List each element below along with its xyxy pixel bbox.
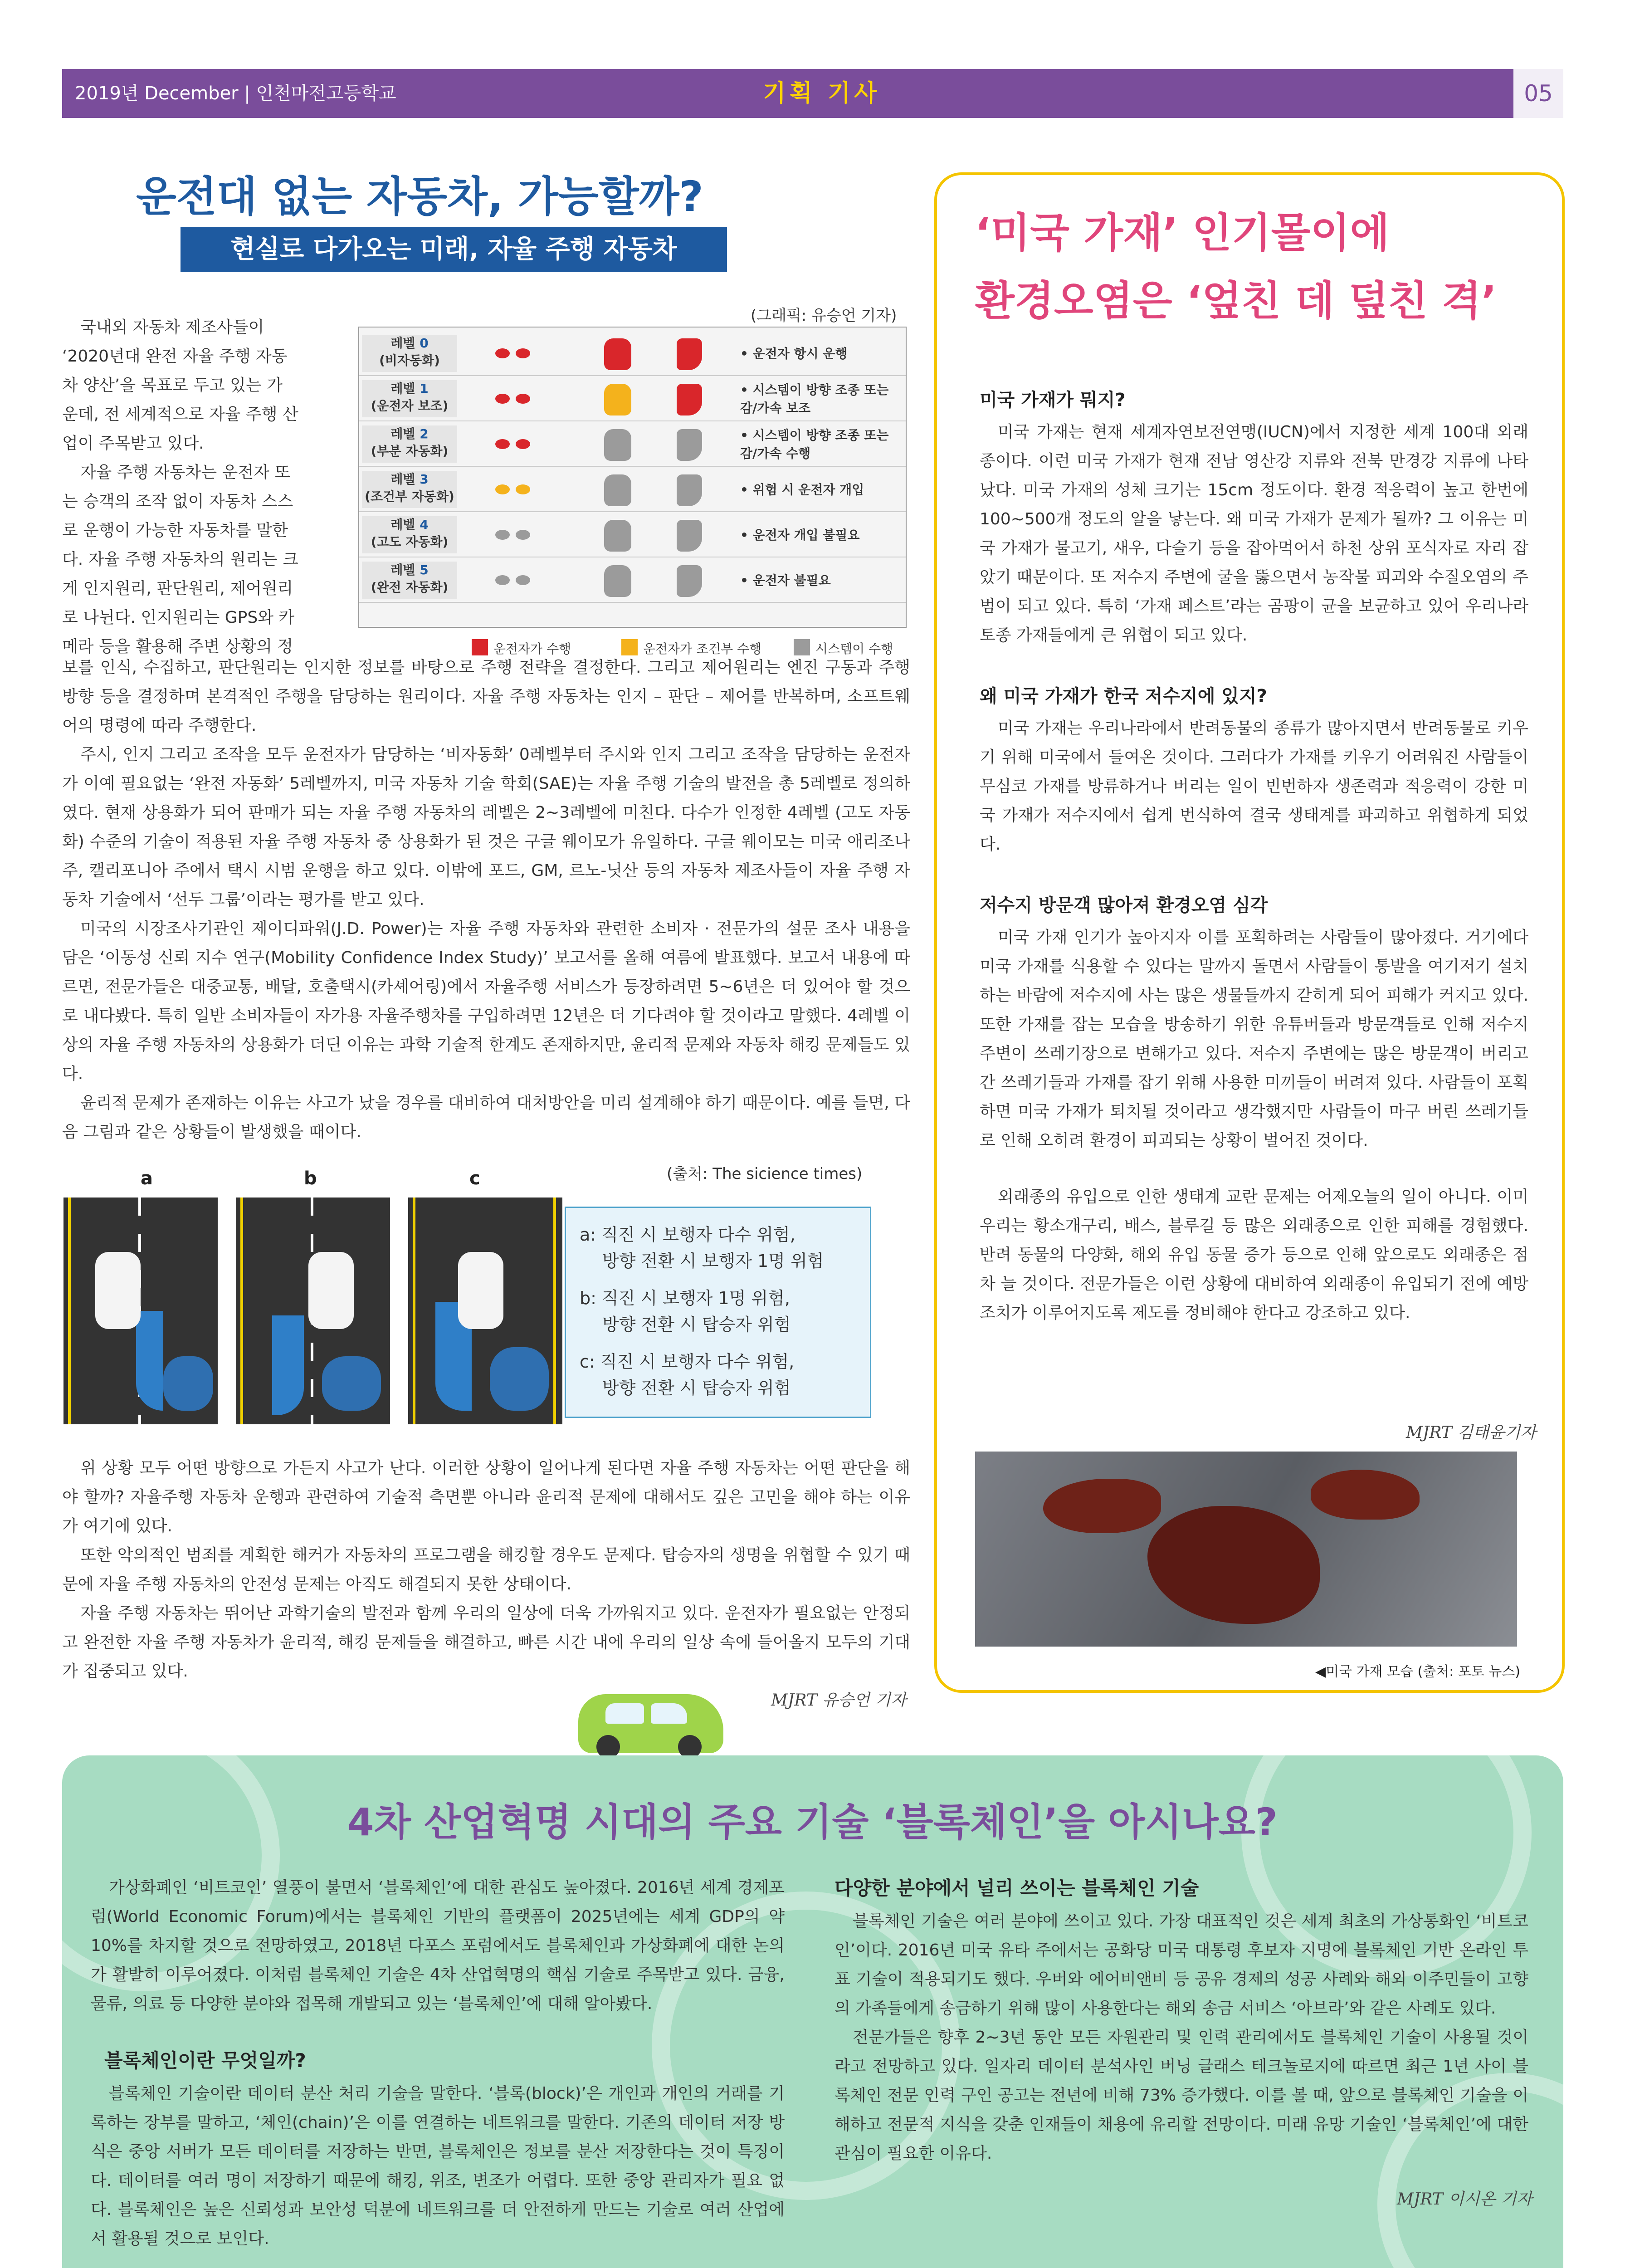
level-label: 레벨 2 xyxy=(390,426,429,441)
paragraph: 블록체인 기술이란 데이터 분산 처리 기술을 말한다. ‘블록(block)’은 개인과 개인의 거래를 기록하는 장부를 말하고, ‘체인(chain)’은 이를 연결하는 네트워크를 말한다. 기존의 데이터 저장 방식은 중앙 서버가 모든 데이터를 저장하는 반면, 블록체인은 정보를 분산 저장한다는 것이 특징이다. 데이터를 여러 명이 저장하기 때문에 해킹, 위조, 변조가 어렵다. 또한 중앙 관리자가 필요 없다. 블록체인은 높은 신뢰성과 보안성 덕분에 네트워크를 더 안전하게 만드는 기술로 여러 산업에서 활용될 것으로 보인다. xyxy=(91,2084,785,2248)
paragraph: 자율 주행 자동차는 뛰어난 과학기술의 발전과 함께 우리의 일상에 더욱 가까워지고 있다. 운전자가 필요없는 안정되고 완전한 자율 주행 자동차가 윤리적, 해킹 문제들을 해결하고, 빠른 시간 내에 우리의 일상 속에 들어올지 모두의 기대가 집중되고 있다. xyxy=(62,1604,910,1681)
eye-icon xyxy=(495,394,510,404)
level-name xyxy=(362,471,457,508)
level-label: 레벨 0 xyxy=(390,336,429,351)
eye-icon xyxy=(516,348,530,358)
level-number: 1 xyxy=(420,381,429,396)
level-row xyxy=(359,423,906,467)
paragraph: 또한 악의적인 범죄를 계획한 해커가 자동차의 프로그램을 해킹할 경우도 문제다. 탑승자의 생명을 위협할 수 있기 때문에 자율 주행 자동차의 안전성 문제는 아직도 해결되지 못한 상태이다. xyxy=(62,1546,910,1593)
eye-icon xyxy=(495,348,510,358)
section-heading: 왜 미국 가재가 한국 저수지에 있지? xyxy=(980,686,1267,707)
paragraph: 주시, 인지 그리고 조작을 모두 운전자가 담당하는 ‘비자동화’ 0레벨부터 주시와 인지 그리고 조작을 담당하는 운전자가 이예 필요없는 ‘완전 자동화’ 5레벨까지, 미국 자동차 기술 학회(SAE)는 자율 주행 기술의 발전을 총 5레벨로 정의하였다. 현재 상용화가 되어 판매가 되는 자율 주행 자동차의 레벨은 2~3레벨에 미친다. 다수가 인정한 4레벨 (고도 자동화) 수준의 기술이 적용된 자율 주행 자동차 중 상용화가 된 것은 구글 웨이모가 유일하다. 구글 웨이모는 미국 애리조나 주, 캘리포니아 주에서 택시 시범 운행을 하고 있다. 이밖에 포드, GM, 르노-닛산 등의 자동차 제조사들이 자율 주행 자동차 기술에서 ‘선두 그룹’이라는 평가를 받고 있다. xyxy=(62,745,910,909)
author-credit-left: MJRT 유승언 기자 xyxy=(771,1691,907,1710)
foot-icon xyxy=(677,474,702,506)
crayfish-article-body xyxy=(980,386,1528,1328)
crayfish-title-line2: 환경오염은 ‘엎친 데 덮친 격’ xyxy=(975,277,1497,325)
paragraph: 외래종의 유입으로 인한 생태계 교란 문제는 어제오늘의 일이 아니다. 이미 우리는 황소개구리, 배스, 블루길 등 많은 외래종으로 인한 피해를 경험했다. 반려 동물의 다양화, 해외 유입 동물 증가 등으로 인해 앞으로도 외래종은 점차 늘 것이다. 전문가들은 이런 상황에 대비하여 외래종이 유입되기 전에 예방 조치가 이루어지도록 제도를 정비해야 한다고 강조하고 있다. xyxy=(980,1188,1528,1322)
foot-icon xyxy=(677,338,702,370)
level-number: 2 xyxy=(420,426,429,441)
eye-icon xyxy=(516,575,530,585)
article-subtitle-autonomous: 현실로 다가오는 미래, 자율 주행 자동차 xyxy=(181,227,727,272)
scenario-label-a: a xyxy=(141,1168,153,1189)
legend-label: 운전자가 조건부 수행 xyxy=(643,641,762,656)
intro-line: 다. 자율 주행 자동차의 원리는 크 xyxy=(62,550,298,569)
scenario-label-b: b xyxy=(304,1168,317,1189)
hand-icon xyxy=(604,338,631,370)
paragraph: 가상화폐인 ‘비트코인’ 열풍이 불면서 ‘블록체인’에 대한 관심도 높아졌다. 2016년 세계 경제포럼(World Economic Forum)에서는 블록체인 기반의 플랫폼이 2025년에는 세계 GDP의 약 10%를 차지할 것으로 전망하였고, 2018년 다포스 포럼에서도 블록체인과 가상화폐에 대한 논의가 활발히 이루어졌다. 이처럼 블록체인 기술은 4차 산업혁명의 핵심 기술로 주목받고 있다. 금융, 물류, 의료 등 다양한 분야와 접목해 개발되고 있는 ‘블록체인’에 대해 알아봤다. xyxy=(91,1878,785,2013)
level-label: 레벨 3 xyxy=(390,472,429,487)
crayfish-title-line1: ‘미국 가재’ 인기몰이에 xyxy=(975,209,1390,257)
scenario-c-line1: c: 직진 시 보행자 다수 위험, xyxy=(580,1352,795,1372)
level-name xyxy=(362,425,457,463)
intro-line: 업이 주목받고 있다. xyxy=(62,434,204,453)
hand-icon xyxy=(604,520,631,552)
level-number: 4 xyxy=(420,517,429,532)
scenario-explanation-box xyxy=(565,1207,871,1418)
eye-icon xyxy=(516,394,530,404)
scenario-source: (출처: The sicience times) xyxy=(667,1165,863,1183)
eye-icon xyxy=(516,484,530,494)
article-body-1 xyxy=(62,653,910,1147)
page-number: 05 xyxy=(1513,69,1563,118)
scenario-c-line2: 방향 전환 시 탑승자 위험 xyxy=(602,1378,791,1398)
eye-icon xyxy=(516,530,530,540)
intro-line: 메라 등을 활용해 주변 상황의 정 xyxy=(62,637,293,656)
level-number: 3 xyxy=(420,472,429,487)
level-sub: (완전 자동화) xyxy=(371,580,449,595)
scenario-a-line1: a: 직진 시 보행자 다수 위험, xyxy=(580,1225,795,1245)
header-school-date: 2019년 December | 인천마전고등학교 xyxy=(75,83,396,104)
autonomy-level-table xyxy=(358,327,907,628)
legend-label: 시스템이 수행 xyxy=(815,641,893,656)
intro-line: 자율 주행 자동차는 운전자 또 xyxy=(80,463,291,482)
intro-line: 차 양산’을 목표로 두고 있는 가 xyxy=(62,376,283,395)
level-row xyxy=(359,377,906,421)
author-credit-right: MJRT 김태윤기자 xyxy=(1406,1423,1537,1442)
eye-icon xyxy=(495,439,510,449)
graphic-caption: (그래픽: 유승언 기자) xyxy=(751,307,897,325)
hand-icon xyxy=(604,429,631,461)
blockchain-title: 4차 산업혁명 시대의 주요 기술 ‘블록체인’을 아시나요? xyxy=(347,1800,1278,1844)
hand-icon xyxy=(604,565,631,597)
eye-icon xyxy=(495,575,510,585)
legend-label: 운전자가 수행 xyxy=(493,641,571,656)
level-description: • 시스템이 방향 조종 또는 감/가속 수행 xyxy=(740,427,889,461)
level-label: 레벨 4 xyxy=(390,517,429,532)
paragraph: 보를 인식, 수집하고, 판단원리는 인지한 정보를 바탕으로 주행 전략을 결정한다. 그리고 제어원리는 엔진 구동과 주행 방향 등을 결정하며 본격적인 주행을 담당하는 원리이다. 자율 주행 자동차는 인지 – 판단 – 제어를 반복하며, 소프트웨어의 명령에 따라 주행한다. xyxy=(62,658,910,735)
level-row xyxy=(359,513,906,557)
eye-icon xyxy=(516,439,530,449)
level-sub: (비자동화) xyxy=(379,353,440,368)
paragraph: 미국 가재는 우리나라에서 반려동물의 종류가 많아지면서 반려동물로 키우기 위해 미국에서 들여온 것이다. 그러다가 가재를 키우기 어려워진 사람들이 무심코 가재를 방류하거나 버리는 일이 빈번하자 생존력과 적응력이 강한 미국 가재가 저수지에서 쉽게 번식하여 결국 생태계를 파괴하고 위협하게 되었다. xyxy=(980,719,1528,854)
intro-line: 는 승객의 조작 없이 자동차 스스 xyxy=(62,492,293,511)
paragraph: 전문가들은 향후 2~3년 동안 모든 자원관리 및 인력 관리에서도 블록체인 기술이 사용될 것이라고 전망하고 있다. 일자리 데이터 분석사인 버닝 글래스 테크놀로지에 따르면 최근 1년 사이 블록체인 전문 인력 구인 공고는 전년에 비해 73% 증가했다. 이를 볼 때, 앞으로 블록체인 기술을 이해하고 전문적 지식을 갖춘 인재들이 채용에 유리할 전망이다. 미래 유망 기술인 ‘블록체인’에 대한 관심이 필요한 이유다. xyxy=(834,2028,1528,2163)
level-sub: (조건부 자동화) xyxy=(365,489,454,504)
level-name xyxy=(362,380,457,417)
level-label: 레벨 1 xyxy=(390,381,429,396)
article-body-2 xyxy=(62,1454,910,1686)
intro-line: ‘2020년대 완전 자율 주행 자동 xyxy=(62,347,288,366)
level-name xyxy=(362,562,457,599)
crayfish-photo xyxy=(975,1452,1517,1647)
scenario-image-c xyxy=(408,1198,562,1424)
level-name xyxy=(362,335,457,372)
blockchain-left-column xyxy=(91,1873,785,2253)
scenario-a-line2: 방향 전환 시 보행자 1명 위험 xyxy=(602,1251,824,1271)
section-heading: 다양한 분야에서 널리 쓰이는 블록체인 기술 xyxy=(834,1877,1199,1899)
page-header xyxy=(62,69,1563,118)
section-heading: 저수지 방문객 많아져 환경오염 심각 xyxy=(980,895,1268,916)
hand-icon xyxy=(604,474,631,506)
paragraph: 위 상황 모두 어떤 방향으로 가든지 사고가 난다. 이러한 상황이 일어나게 된다면 자율 주행 자동차는 어떤 판단을 해야 할까? 자율주행 자동차 운행과 관련하여 기술적 측면뿐 아니라 윤리적 문제에 대해서도 깊은 고민을 해야 하는 이유가 여기에 있다. xyxy=(62,1459,910,1535)
level-row xyxy=(359,559,906,603)
level-description: • 운전자 항시 운행 xyxy=(740,346,848,361)
paragraph: 미국의 시장조사기관인 제이디파워(J.D. Power)는 자율 주행 자동차와 관련한 소비자 · 전문가의 설문 조사 내용을 담은 ‘이동성 신뢰 지수 연구(Mobility Confidence Index Study)’ 보고서를 올해 여름에 발표했다. 보고서 내용에 따르면, 전문가들은 대중교통, 배달, 호출택시(카셰어링)에서 자율주행 서비스가 등장하려면 5~6년은 더 있어야 할 것으로 내다봤다. 특히 일반 소비자들이 자가용 자율주행차를 구입하려면 12년은 더 기다려야 할 것이라고 말했다. 4레벨 이상의 자율 주행 자동차의 상용화가 더딘 이유는 과학 기술적 한계도 존재하지만, 윤리적 문제와 자동차 해킹 문제들도 있다. xyxy=(62,919,910,1083)
intro-line: 국내외 자동차 제조사들이 xyxy=(80,318,264,337)
level-sub: (부분 자동화) xyxy=(371,444,449,459)
hand-icon xyxy=(604,384,631,415)
intro-line: 운데, 전 세계적으로 자율 주행 산 xyxy=(62,405,298,424)
section-heading: 블록체인이란 무엇일까? xyxy=(104,2049,306,2072)
eye-icon xyxy=(495,530,510,540)
foot-icon xyxy=(677,565,702,597)
level-sub: (고도 자동화) xyxy=(371,534,449,549)
article-title-autonomous: 운전대 없는 자동차, 가능할까? xyxy=(136,172,703,221)
scenario-image-b xyxy=(236,1198,390,1424)
level-name xyxy=(362,516,457,553)
intro-line: 게 인지원리, 판단원리, 제어원리 xyxy=(62,579,293,598)
level-label: 레벨 5 xyxy=(390,562,429,577)
foot-icon xyxy=(677,384,702,415)
scenario-image-a xyxy=(63,1198,218,1424)
intro-line: 로 운행이 가능한 자동차를 말한 xyxy=(62,521,288,540)
car-illustration xyxy=(578,1690,723,1758)
header-section-title: 기획 기사 xyxy=(763,80,881,107)
level-sub: (운전자 보조) xyxy=(371,398,449,413)
author-credit-bottom: MJRT 이시온 기자 xyxy=(1397,2190,1532,2209)
intro-line: 로 나뉜다. 인지원리는 GPS와 카 xyxy=(62,608,295,627)
paragraph: 블록체인 기술은 여러 분야에 쓰이고 있다. 가장 대표적인 것은 세계 최초의 가상통화인 ‘비트코인’이다. 2016년 미국 유타 주에서는 공화당 미국 대통령 후보자 지명에 블록체인 기반 온라인 투표 기술이 적용되기도 했다. 우버와 에어비앤비 등 공유 경제의 성공 사례와 해외 이주민들이 고향의 가족들에게 송금하기 위해 많이 사용한다는 해외 송금 서비스 ‘아브라’와 같은 사례도 있다. xyxy=(834,1912,1528,2018)
section-heading: 미국 가재가 뭐지? xyxy=(980,390,1126,411)
level-description: • 위험 시 운전자 개입 xyxy=(740,482,864,497)
level-row xyxy=(359,332,906,376)
photo-caption: ◀미국 가재 모습 (출처: 포토 뉴스) xyxy=(1315,1664,1521,1680)
level-number: 5 xyxy=(420,562,429,577)
scenario-label-c: c xyxy=(469,1168,480,1189)
foot-icon xyxy=(677,429,702,461)
blockchain-right-column xyxy=(834,1873,1528,2168)
paragraph: 미국 가재는 현재 세계자연보전연맹(IUCN)에서 지정한 세계 100대 외래종이다. 이런 미국 가재가 현재 전남 영산강 지류와 전북 만경강 지류에 나타났다. 미국 가재의 성체 크기는 15cm 정도이다. 환경 적응력이 높고 한번에 100~500개 정도의 알을 낳는다. 왜 미국 가재가 문제가 될까? 그 이유는 미국 가재가 물고기, 새우, 다슬기 등을 잡아먹어서 하천 상위 포식자로 자리 잡았기 때문이다. 또 저수지 주변에 굴을 뚫으면서 농작물 피괴와 수질오염의 주범이 되고 있다. 특히 ‘가재 페스트’라는 곰팡이 균을 보균하고 있어 우리나라 토종 가재들에게 큰 위협이 되고 있다. xyxy=(980,423,1528,645)
level-description: • 운전자 불필요 xyxy=(740,572,831,588)
article-intro xyxy=(62,313,343,661)
level-description: • 운전자 개입 불필요 xyxy=(740,527,860,543)
foot-icon xyxy=(677,520,702,552)
eye-icon xyxy=(495,484,510,494)
paragraph: 미국 가재 인기가 높아지자 이를 포획하려는 사람들이 많아졌다. 거기에다 미국 가재를 식용할 수 있다는 말까지 돌면서 사람들이 통발을 여기저기 설치하는 바람에 저수지에 사는 많은 생물들까지 갇히게 되어 피해가 커지고 있다. 또한 가재를 잡는 모습을 방송하기 위한 유튜버들과 방문객들로 인해 저수지 주변이 쓰레기장으로 변해가고 있다. 저수지 주변에는 많은 방문객이 버리고 간 쓰레기들과 가재를 잡기 위해 사용한 미끼들이 버려져 있다. 사람들이 포획하면 미국 가재가 퇴치될 것이라고 생각했지만 사람들이 마구 버린 쓰레기들로 인해 오히려 환경이 피괴되는 상황이 벌어진 것이다. xyxy=(980,928,1528,1150)
level-description: • 시스템이 방향 조종 또는 감/가속 보조 xyxy=(740,382,889,415)
paragraph: 윤리적 문제가 존재하는 이유는 사고가 났을 경우를 대비하여 대처방안을 미리 설계해야 하기 때문이다. 예를 들면, 다음 그림과 같은 상황들이 발생했을 때이다. xyxy=(62,1094,910,1141)
scenario-b-line2: 방향 전환 시 탑승자 위험 xyxy=(602,1315,791,1334)
level-number: 0 xyxy=(420,336,429,351)
level-row xyxy=(359,468,906,512)
scenario-b-line1: b: 직진 시 보행자 1명 위험, xyxy=(580,1288,790,1308)
